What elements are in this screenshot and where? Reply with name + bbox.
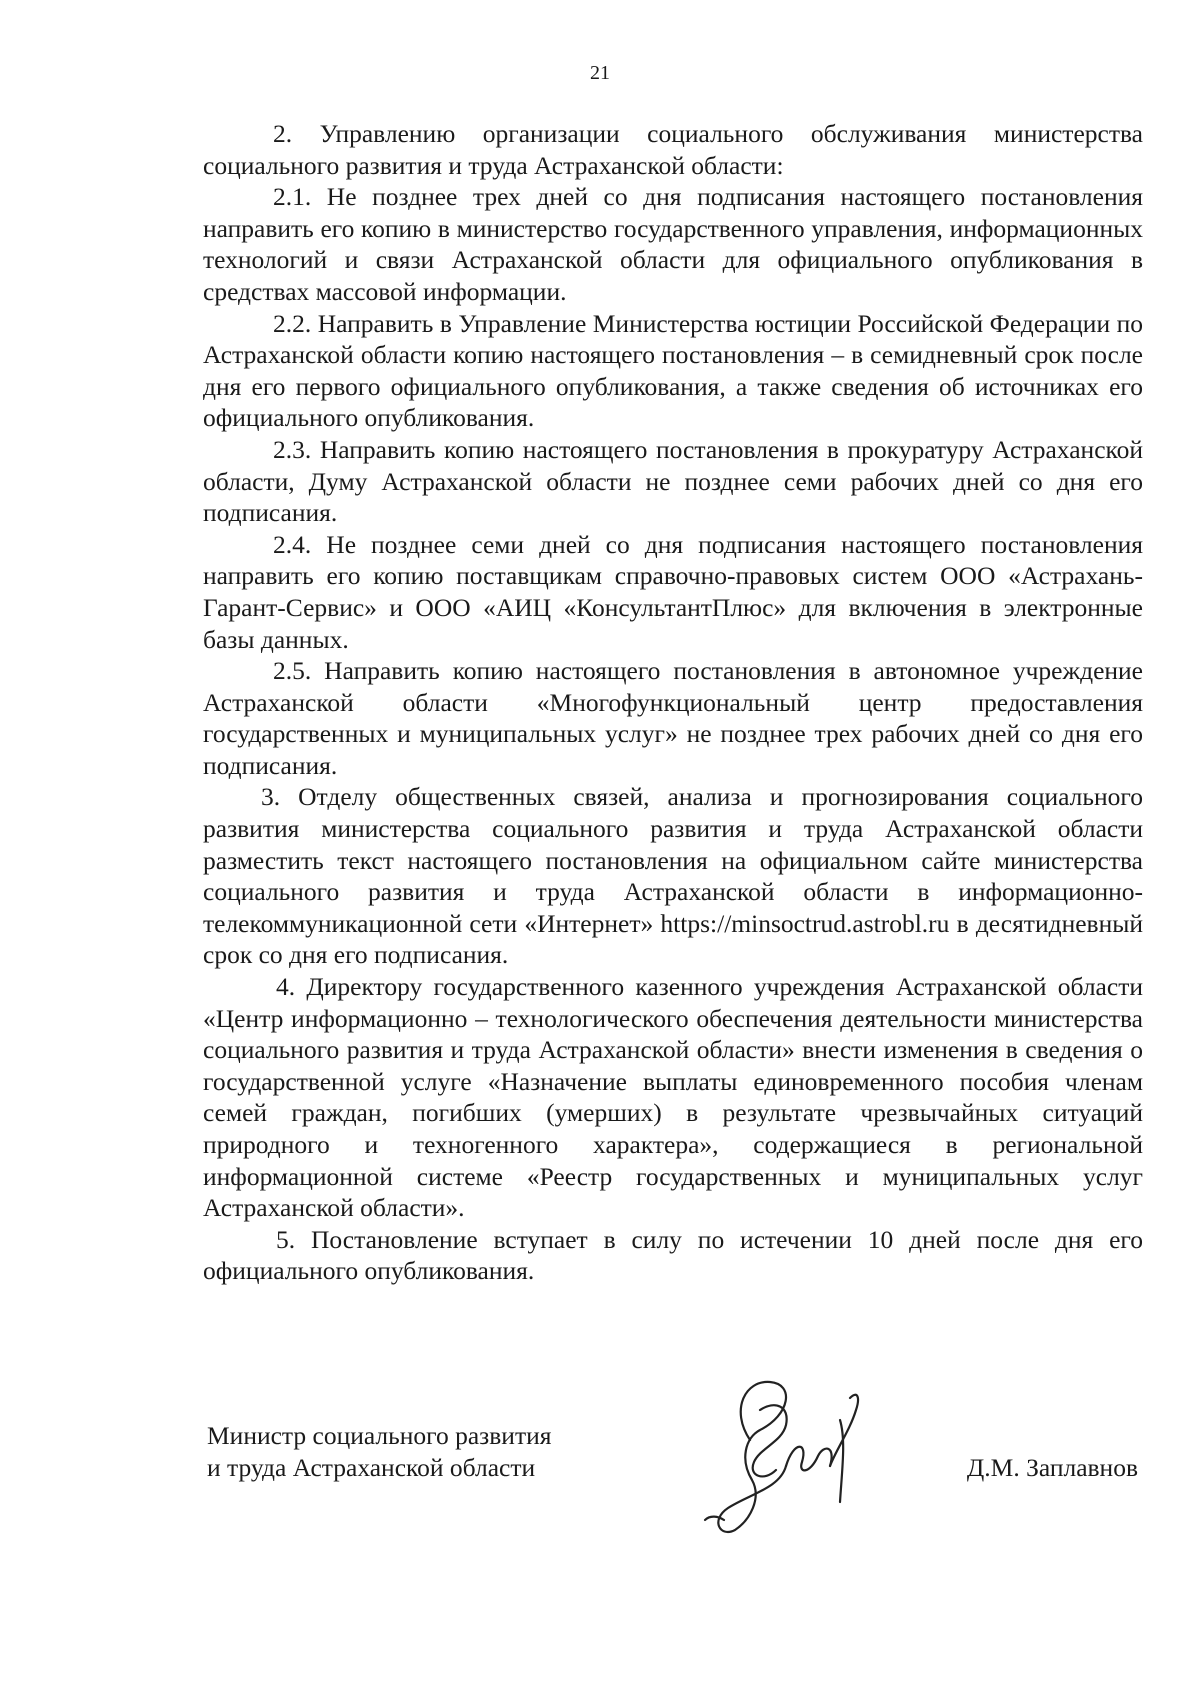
paragraph-3: 3. Отделу общественных связей, анализа и прогнозирования социального развития министерства социального развития и труда Астраханской области разместить текст настоящего постановления на официальном сайте министерства социального развития и труда Астраханской области в информационно-телекоммуникационной сети «Интернет» https://minsoctrud.astrobl.ru в десятидневный срок со дня его подписания.	[203, 782, 1143, 970]
paragraph-5: 5. Постановление вступает в силу по истечении 10 дней после дня его официального опубликования.	[203, 1224, 1143, 1286]
signatory-title	[207, 1420, 551, 1484]
handwritten-signature	[690, 1370, 890, 1540]
document-body	[203, 118, 1143, 1287]
signatory-name: Д.М. Заплавнов	[966, 1453, 1138, 1482]
paragraph-2: 2. Управлению организации социального обслуживания министерства социального развития и труда Астраханской области:	[203, 119, 1143, 180]
paragraph-2-4: 2.4. Не позднее семи дней со дня подписания настоящего постановления направить его копию поставщикам справочно-правовых систем ООО «Астрахань-Гарант-Сервис» и ООО «АИЦ «КонсультантПлюс» для включения в электронные базы данных.	[203, 529, 1143, 654]
signatory-title-line1: Министр социального развития	[207, 1421, 552, 1450]
page-number: 21	[590, 62, 610, 84]
paragraph-4: 4. Директору государственного казенного учреждения Астраханской области «Центр информационно – технологического обеспечения деятельности министерства социального развития и труда Астраханской области» внести изменения в сведения о государственной услуге «Назначение выплаты единовременного пособия членам семей граждан, погибших (умерших) в результате чрезвычайных ситуаций природного и техногенного характера», содержащиеся в региональной информационной системе «Реестр государственных и муниципальных услуг Астраханской области».	[203, 972, 1143, 1223]
paragraph-2-3: 2.3. Направить копию настоящего постановления в прокуратуру Астраханской области, Думу Астраханской области не позднее семи рабочих дней со дня его подписания.	[203, 434, 1143, 528]
signatory-title-line2: и труда Астраханской области	[207, 1453, 536, 1482]
paragraph-2-1: 2.1. Не позднее трех дней со дня подписания настоящего постановления направить его копию в министерство государственного управления, информационных технологий и связи Астраханской области для официального опубликования в средствах массовой информации.	[203, 182, 1143, 306]
paragraph-2-5: 2.5. Направить копию настоящего постановления в автономное учреждение Астраханской области «Многофункциональный центр предоставления государственных и муниципальных услуг» не позднее трех рабочих дней со дня его подписания.	[203, 656, 1143, 780]
paragraph-2-2: 2.2. Направить в Управление Министерства юстиции Российской Федерации по Астраханской области копию настоящего постановления – в семидневный срок после дня его первого официального опубликования, а также сведения об источниках его официального опубликования.	[203, 308, 1143, 433]
